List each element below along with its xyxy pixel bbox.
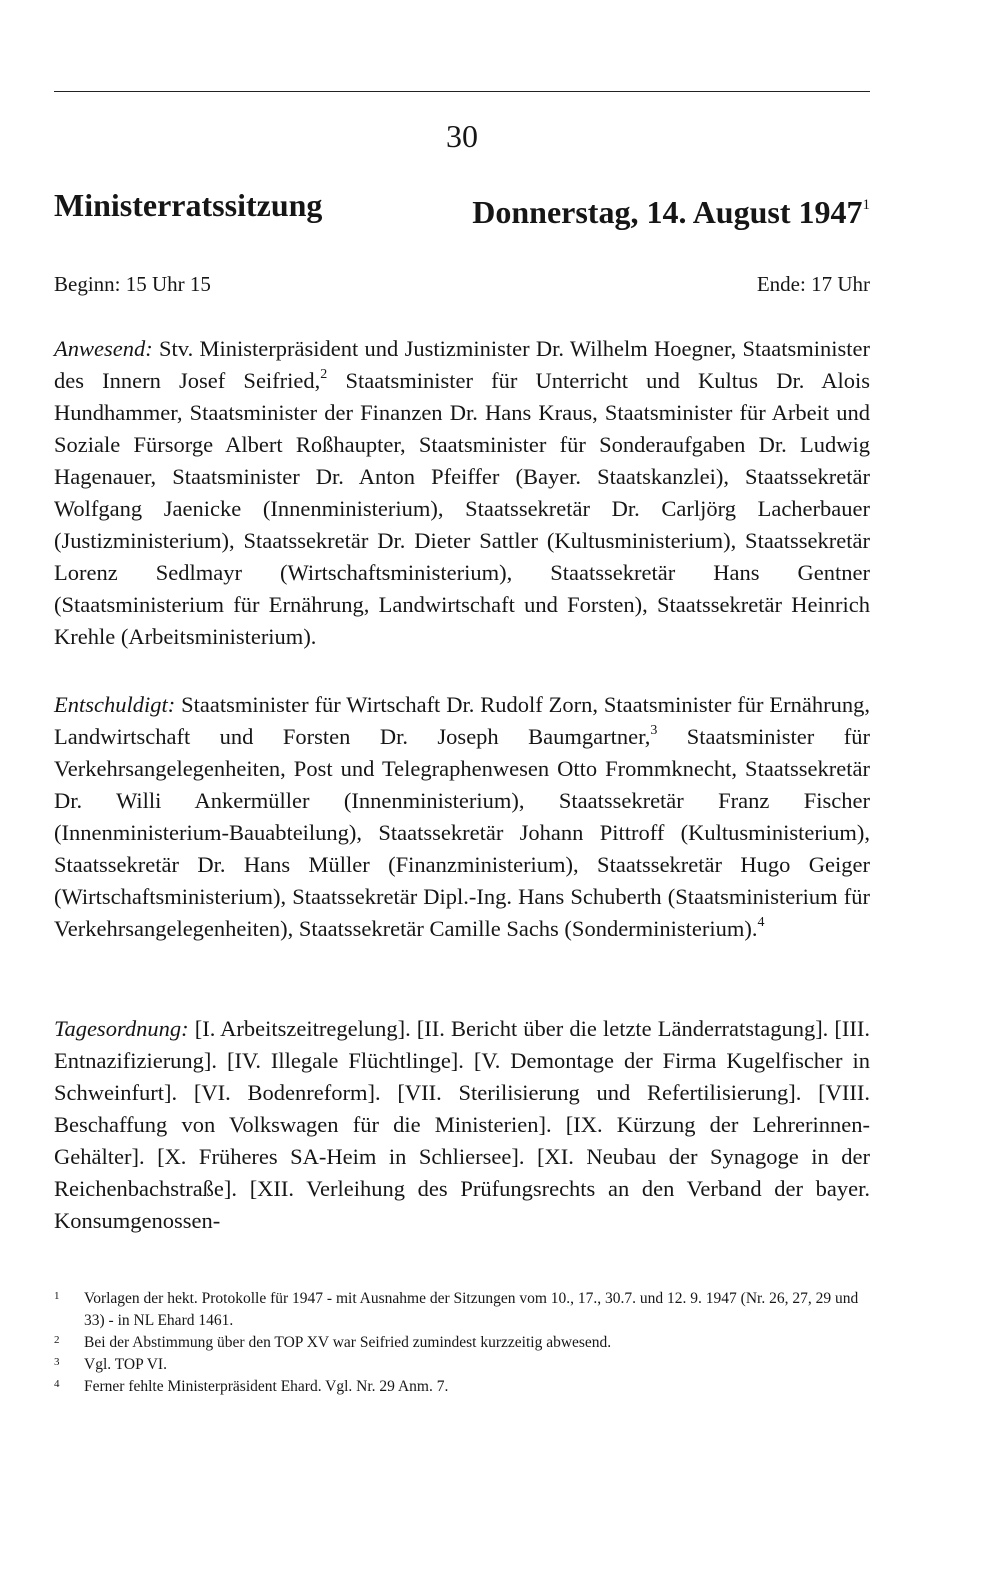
footnote-ref-3[interactable]: 3 <box>650 723 658 738</box>
session-title: Ministerratssitzung <box>54 187 323 223</box>
attendees-text-b: Staatsminister für Unterricht und Kultus Dr. Alois Hundhammer, Staatsminister der Finanzen Dr. Hans Kraus, Staatsminister für Arbeit und Soziale Fürsorge Albert Roßhaupter, Staatsminister für Sonderaufgaben Dr. Ludwig Hagenauer, Staatsminister Dr. Anton Pfeiffer (Bayer. Staatskanzlei), Staatssekretär Wolfgang Jaenicke (Innenministerium), Staatssekretär Dr. Carljörg Lacherbauer (Justizministerium), Staatssekretär Dr. Dieter Sattler (Kultusministerium), Staatssekretär Lorenz Sedlmayr (Wirtschaftsministerium), Staatssekretär Hans Gentner (Staatsministerium für Ernährung, Landwirtschaft und Forsten), Staatssekretär Heinrich Krehle (Arbeitsministerium). <box>54 368 871 649</box>
attendees-label: Anwesend: <box>54 336 153 361</box>
begin-time: Beginn: 15 Uhr 15 <box>54 272 211 296</box>
attendees-section <box>54 333 870 653</box>
footnotes <box>54 1288 870 1398</box>
footnote-text: Ferner fehlte Ministerpräsident Ehard. Vgl. Nr. 29 Anm. 7. <box>84 1378 449 1395</box>
excused-text-b: Staatsminister für Verkehrsangelegenheiten, Post und Telegraphenwesen Otto Frommknecht, Staatssekretär Dr. Willi Ankermüller (Innenministerium), Staatssekretär Franz Fischer (Innenministerium-Bauabteilung), Staatssekretär Johann Pittroff (Kultusministerium), Staatssekretär Dr. Hans Müller (Finanzministerium), Staatssekretär Hugo Geiger (Wirtschaftsministerium), Staatssekretär Dipl.-Ing. Hans Schuberth (Staatsministerium für Verkehrsangelegenheiten), Staatssekretär Camille Sachs (Sonderministerium). <box>54 724 870 941</box>
footnote-text: Vorlagen der hekt. Protokolle für 1947 - mit Ausnahme der Sitzungen vom 10., 17., 30.7. und 12. 9. 1947 (Nr. 26, 27, 29 und 33) - in NL Ehard 1461. <box>84 1290 859 1329</box>
excused-text-a: Staatsminister für Wirtschaft Dr. Rudolf Zorn, Staatsminister für Ernährung, Landwirtschaft und Forsten Dr. Joseph Baumgartner, <box>54 692 871 749</box>
footnote-ref-4[interactable]: 4 <box>757 915 765 930</box>
footnote <box>54 1354 870 1376</box>
page-number: 30 <box>446 118 478 154</box>
footnote <box>54 1332 870 1354</box>
end-time: Ende: 17 Uhr <box>756 272 870 296</box>
attendees-text-a: Stv. Ministerpräsident und Justizminister Dr. Wilhelm Hoegner, Staatsminister des Innern Josef Seifried, <box>54 336 871 393</box>
excused-label: Entschuldigt: <box>54 692 176 717</box>
footnote-text: Vgl. TOP VI. <box>84 1356 167 1373</box>
agenda-label: Tagesordnung: <box>54 1016 189 1041</box>
agenda-text: [I. Arbeitszeitregelung]. [II. Bericht über die letzte Länderratstagung]. [III. Entnazifizierung]. [IV. Illegale Flüchtlinge]. [V. Demontage der Firma Kugelfischer in Schweinfurt]. [VI. Bodenreform]. [VII. Sterilisierung und Refertilisierung]. [VIII. Beschaffung von Volkswagen für die Ministerien]. [IX. Kürzung der Lehrerinnen-Gehälter]. [X. Früheres SA-Heim in Schliersee]. [XI. Neubau der Synagoge in der Reichenbachstraße]. [XII. Verleihung des Prüfungsrechts an den Verband der bayer. Konsumgenossen- <box>54 1016 870 1233</box>
session-date <box>472 185 870 232</box>
footnote <box>54 1376 870 1398</box>
footnote-number: 2 <box>54 1334 60 1346</box>
session-date-text: Donnerstag, 14. August 1947 <box>472 194 863 230</box>
excused-section <box>54 689 870 945</box>
footnote-number: 4 <box>54 1378 60 1390</box>
footnote-ref-1[interactable]: 1 <box>862 197 870 213</box>
agenda-section <box>54 1013 870 1237</box>
footnote-number: 3 <box>54 1356 60 1368</box>
header-rule <box>54 91 870 92</box>
footnote-ref-2[interactable]: 2 <box>320 367 328 382</box>
footnote <box>54 1288 870 1332</box>
footnote-text: Bei der Abstimmung über den TOP XV war Seifried zumindest kurzzeitig abwesend. <box>84 1334 612 1351</box>
footnote-number: 1 <box>54 1290 60 1302</box>
